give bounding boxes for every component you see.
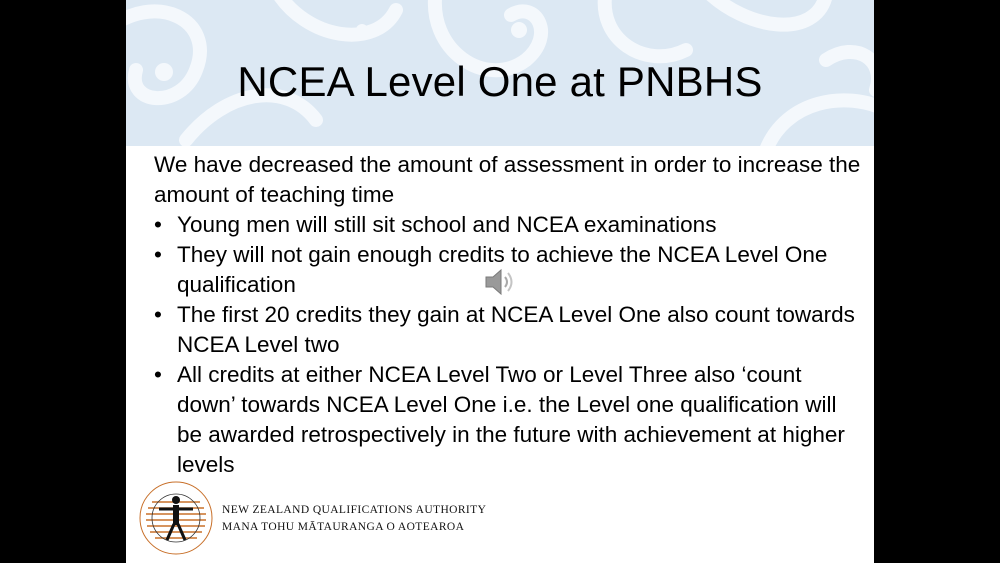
bullet-item: • The first 20 credits they gain at NCEA Level One also count towards NCEA Level two xyxy=(154,300,864,360)
intro-text: We have decreased the amount of assessment in order to increase the amount of teaching time xyxy=(154,152,861,207)
org-name-maori: MANA TOHU MĀTAURANGA O AOTEAROA xyxy=(222,521,465,533)
slide-body xyxy=(154,150,864,480)
bullet-list xyxy=(154,210,864,480)
slide xyxy=(126,0,874,563)
bullet-item: • Young men will still sit school and NCEA examinations xyxy=(154,210,864,240)
bullet-item: • All credits at either NCEA Level Two or Level Three also ‘count down’ towards NCEA Level One i.e. the Level one qualification will be awarded retrospectively in the future with achievement at higher levels xyxy=(154,360,864,480)
speaker-icon[interactable] xyxy=(482,266,518,298)
nzqa-logo xyxy=(138,478,487,558)
nzqa-seal-logo xyxy=(138,478,214,558)
org-name-english: NEW ZEALAND QUALIFICATIONS AUTHORITY xyxy=(222,504,487,516)
bullet-item: • They will not gain enough credits to achieve the NCEA Level One qualification xyxy=(154,240,864,300)
slide-title: NCEA Level One at PNBHS xyxy=(237,58,763,105)
nzqa-wordmark xyxy=(222,502,486,536)
